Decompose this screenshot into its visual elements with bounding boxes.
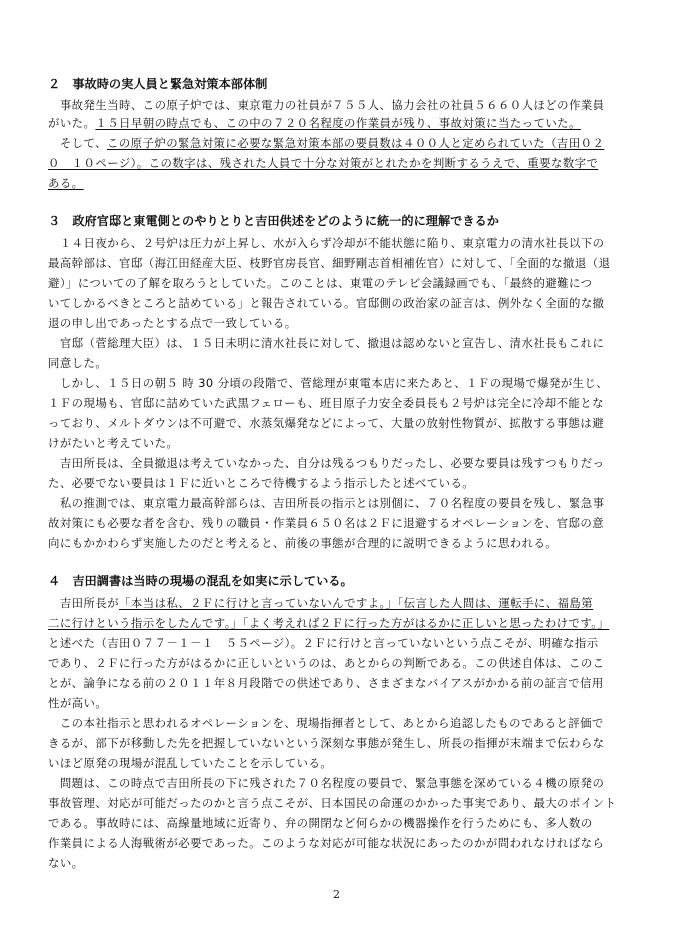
text-run: がいた。 bbox=[48, 116, 96, 130]
section-3-line: っており、メルトダウンは不可避で、水蒸気爆発などによって、大量の放射性物質が、拡散する事態は避 bbox=[48, 416, 605, 430]
section-4-heading: ４ 吉田調書は当時の現場の混乱を如実に示している。 bbox=[48, 574, 353, 588]
text-run: 吉田所長が bbox=[48, 596, 120, 610]
section-4-line: である。事故時には、高線量地域に近寄り、弁の開閉など何らかの機器操作を行うためにも、多人数の bbox=[48, 816, 593, 830]
section-4-line: 問題は、この時点で吉田所長の下に残された７０名程度の要員で、緊急事態を深めている４機の原発の bbox=[48, 776, 605, 790]
section-3-line: しかし、１５日の朝５ 時 30 分頃の段階で、菅総理が東電本店に来たあと、１Ｆの現場で爆発が生じ、 bbox=[48, 376, 609, 390]
section-3-line: 吉田所長は、全員撤退は考えていなかった、自分は残るつもりだったし、必要な要員は残すつもりだっ bbox=[48, 456, 605, 470]
section-2-line: 事故発生当時、この原子炉では、東京電力の社員が７５５人、協力会社の社員５６６０人ほどの作業員 bbox=[48, 98, 605, 112]
section-3-line: 官邸（菅総理大臣）は、１５日未明に清水社長に対して、撤退は認めないと宣告し、清水社長もこれに bbox=[48, 336, 605, 350]
section-4-line: とが、論争になる前の２０１１年８月段階での供述であり、さまざまなバイアスがかかる前の証言で信用 bbox=[48, 676, 604, 690]
underlined-text: この原子炉の緊急対策に必要な緊急対策本部の要員数は４００人と定められていた（吉田０２ bbox=[106, 136, 605, 150]
section-3-line: 同意した。 bbox=[48, 356, 108, 370]
section-3-line: 退の申し出であったとする点で一致している。 bbox=[48, 316, 297, 330]
section-2-heading: ２ 事故時の実人員と緊急対策本部体制 bbox=[48, 77, 268, 91]
section-3-line: １Ｆの現場も、官邸に詰めていた武黒フェローも、班目原子力安全委員長も２号炉は完全に冷却不能とな bbox=[48, 396, 604, 410]
section-4-line: きるが、部下が移動した先を把握していないという深刻な事態が発生し、所長の指揮が末端まで伝わらな bbox=[48, 736, 605, 750]
section-4-line: 事故管理、対応が可能だったのかと言う点こそが、日本国民の命運のかかった事実であり、最大のポイント bbox=[48, 796, 617, 810]
section-4-line: ない。 bbox=[48, 856, 84, 870]
section-4-line bbox=[48, 595, 593, 611]
section-4-line: 性が高い。 bbox=[48, 696, 108, 710]
section-2-line bbox=[48, 135, 604, 151]
section-3-line: 私の推測では、東京電力最高幹部らは、吉田所長の指示とは別個に、７０名程度の要員を残し、緊急事 bbox=[48, 496, 605, 510]
section-3-line: 最高幹部は、官邸（海江田経産大臣、枝野官房長官、細野剛志首相補佐官）に対して、「全面的な撤退（退 bbox=[48, 256, 611, 270]
section-4-line: この本社指示と思われるオペレーションを、現場指揮者として、あとから追認したものであると評価で bbox=[48, 716, 604, 730]
page-number: 2 bbox=[333, 888, 340, 901]
section-3-line: た、必要でない要員は１Ｆに近いところで待機するよう指示したと述べている。 bbox=[48, 476, 475, 490]
section-3-line: 向にもかかわらず実施したのだと考えると、前後の事態が合理的に説明できるように思われる。 bbox=[48, 536, 558, 550]
section-3-line: １４日夜から、２号炉は圧力が上昇し、水が入らず冷却が不能状態に陥り、東京電力の清水社長以下の bbox=[48, 236, 605, 250]
section-2-line bbox=[48, 115, 581, 131]
text-run: そして、 bbox=[48, 136, 107, 150]
underlined-text: １５日早朝の時点でも、この中の７２０名程度の作業員が残り、事故対策に当たっていた。 bbox=[95, 116, 581, 130]
section-3-line: 避）」についての了解を取ろうとしていた。このことは、東電のテレビ会議録画でも、「最終的避難につ bbox=[48, 276, 593, 290]
section-2-line: ０ １０ページ）。この数字は、残された人員で十分な対策がとれたかを判断するうえで、重要な数字で bbox=[48, 156, 599, 170]
section-3-heading: ３ 政府官邸と東電側とのやりとりと吉田供述をどのように統一的に理解できるか bbox=[48, 214, 499, 228]
section-4-line: であり、２Ｆに行った方がはるかに正しいというのは、あとからの判断である。この供述自体は、このこ bbox=[48, 656, 605, 670]
section-4-line: 二に行けという指示をしたんです。」「よく考えれば２Ｆに行った方がはるかに正しいと思ったわけです。」 bbox=[48, 616, 610, 630]
section-2-line: ある。 bbox=[48, 176, 84, 190]
section-3-line: 故対策にも必要な者を含む、残りの職員・作業員６５０名は２Ｆに退避するオペレーションを、官邸の意 bbox=[48, 516, 605, 530]
section-3-line: けがたいと考えていた。 bbox=[48, 436, 179, 450]
underlined-text: 「本当は私、２Ｆに行けと言っていないんですよ。」「伝言した人間は、運転手に、福島第 bbox=[119, 596, 594, 610]
section-4-line: と述べた（吉田０７７－１－１ ５５ページ）。２Ｆに行けと言っていないという点こそが、明確な指示 bbox=[48, 636, 599, 650]
section-4-line: 作業員による人海戦術が必要であった。このような対応が可能な状況にあったのかが問われなければなら bbox=[48, 836, 605, 850]
section-4-line: いほど原発の現場が混乱していたことを示している。 bbox=[48, 756, 333, 770]
section-3-line: いてしかるべきところと詰めている」と報告されている。官邸側の政治家の証言は、例外なく全面的な撤 bbox=[48, 296, 605, 310]
